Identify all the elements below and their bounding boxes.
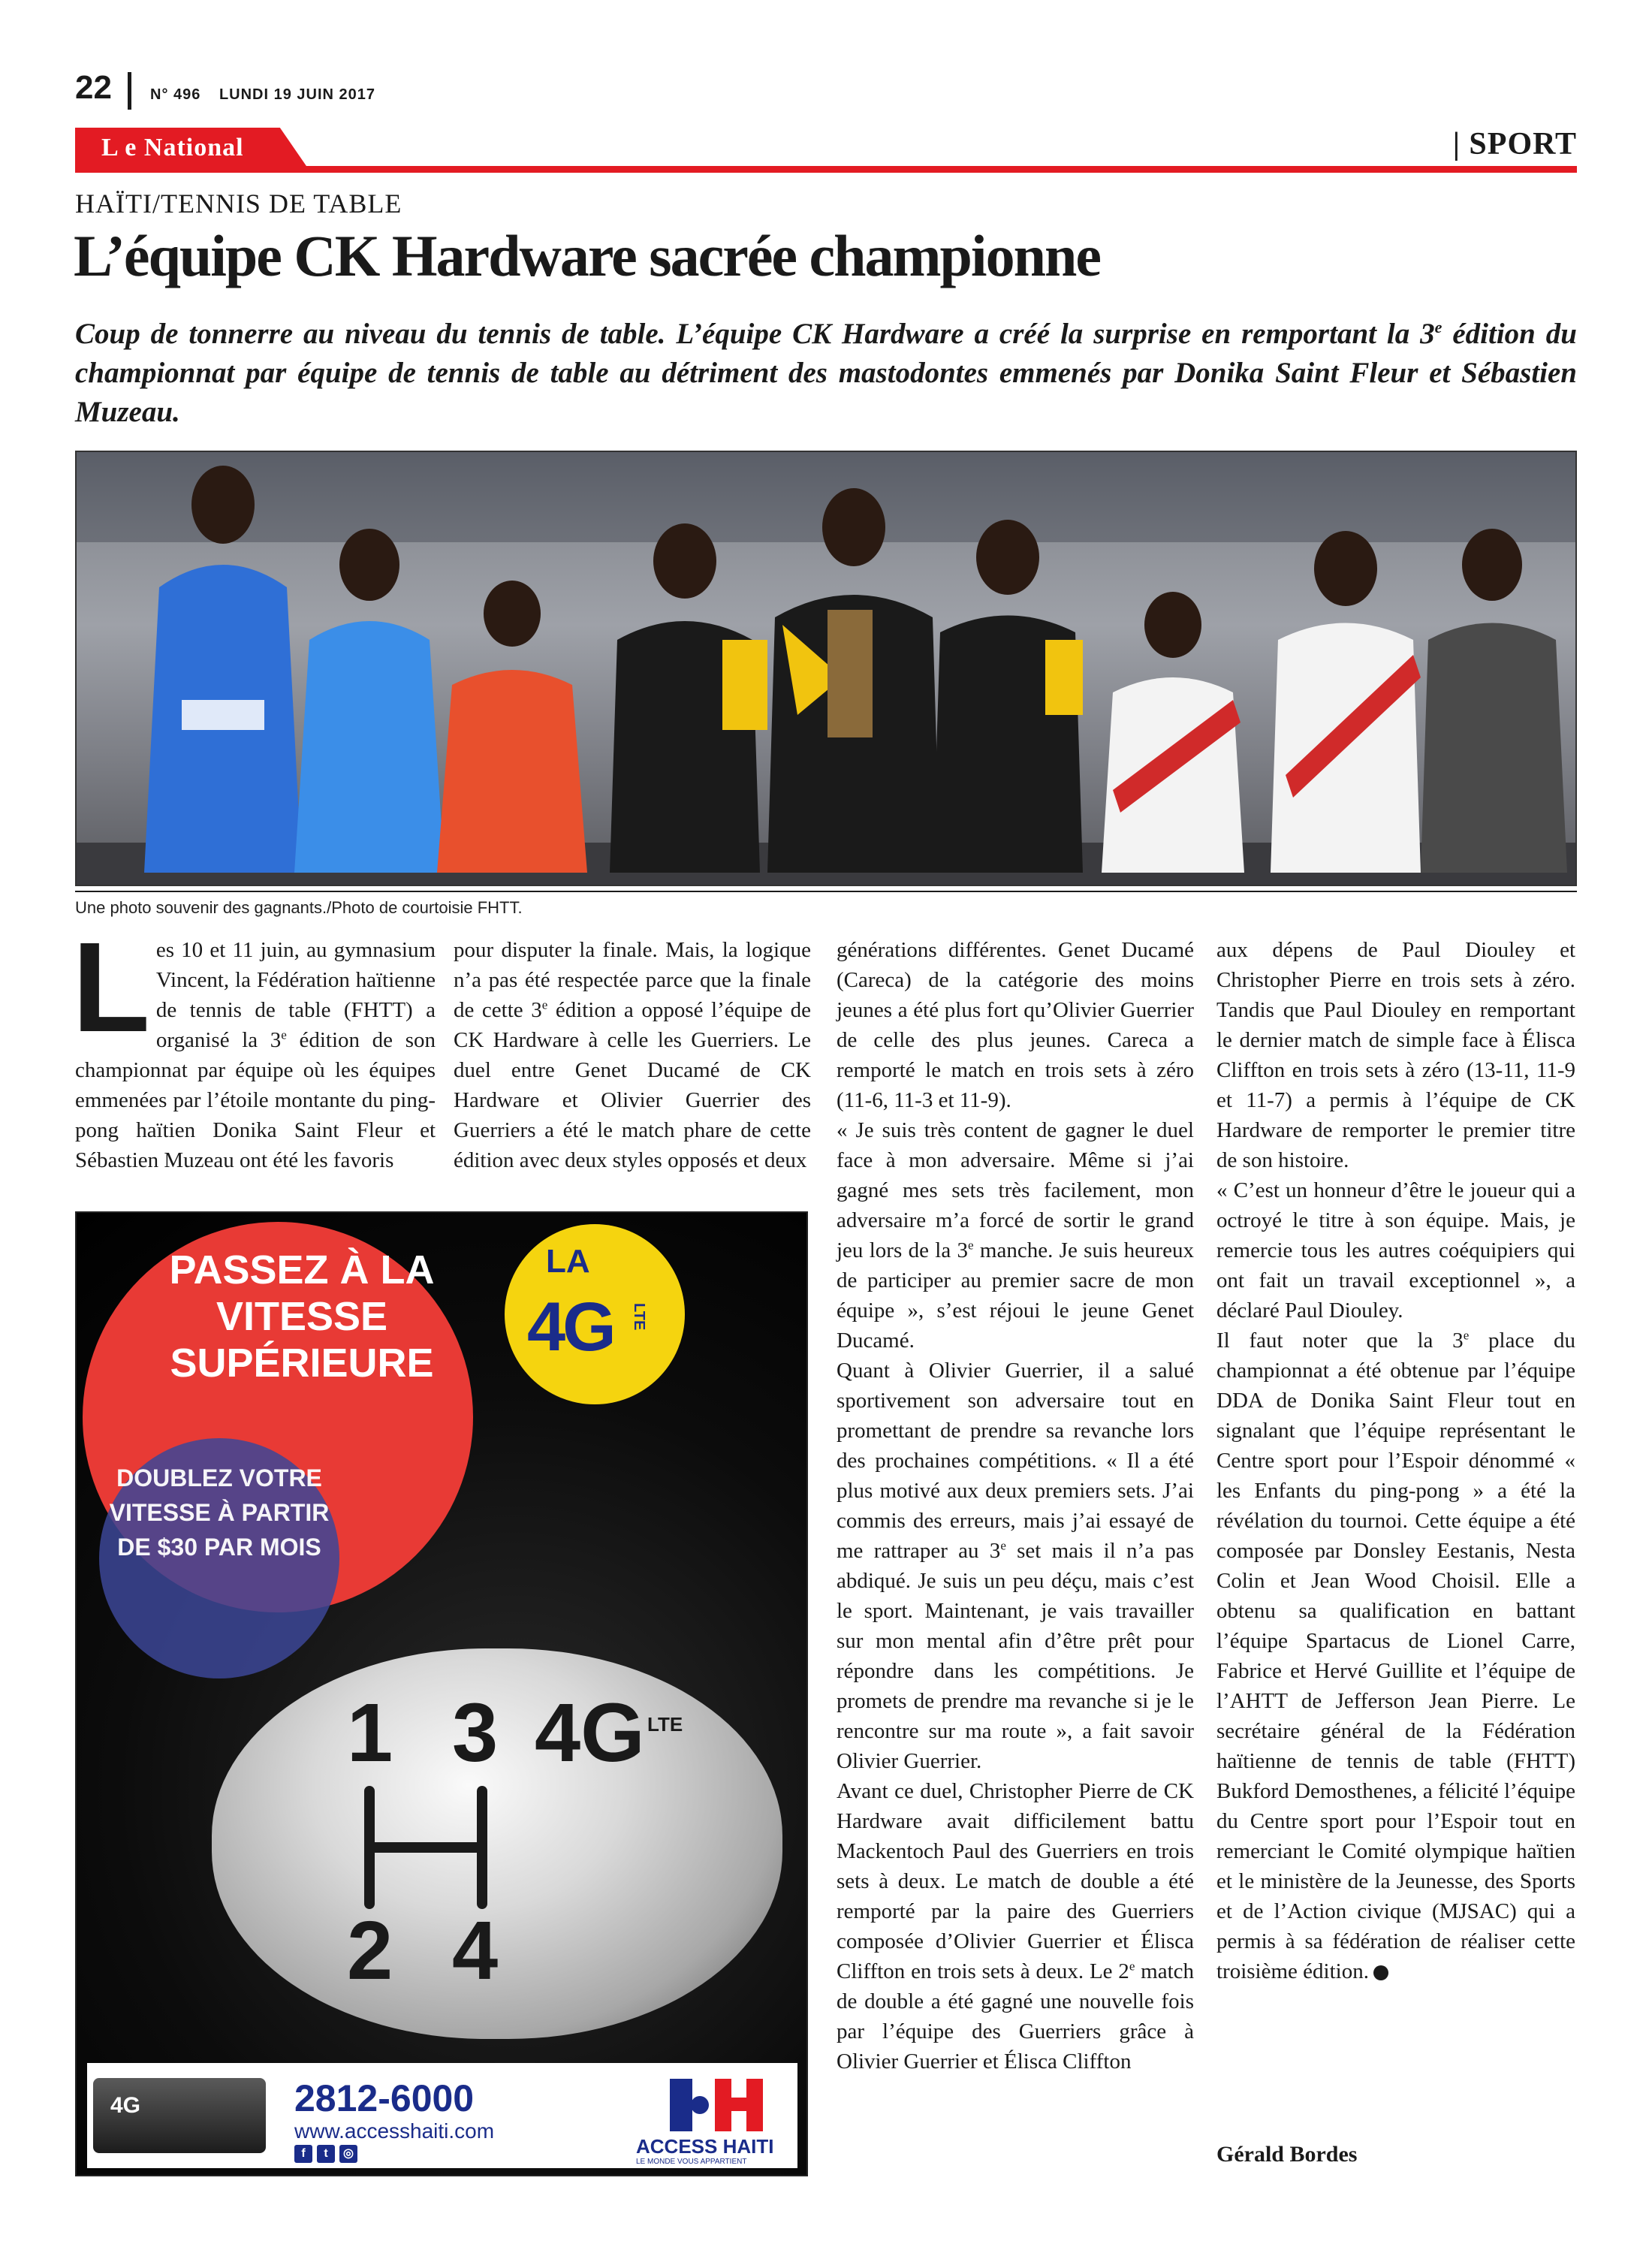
text-run: édition de son championnat par équipe où les équipes emmenées par l’étoile montante du ping-pong haïtien Donika Saint Fleur et Sébastien Muzeau ont été les favoris (75, 1028, 436, 1172)
text-run: édition a opposé l’équipe de CK Hardware à celle les Guerriers. Le duel entre Genet Ducamé de CK Hardware et Olivier Guerrier des Guerriers a été le match phare de cette édition avec deux styles opposés et deux (454, 998, 811, 1172)
social-icons (294, 2145, 357, 2163)
paragraph: « C’est un honneur d’être le joueur qui a octroyé le titre à son équipe. Mais, je remercie tous les autres coéquipiers qui ont fait un travail exceptionnel », a déclaré Paul Diouley. (1216, 1178, 1575, 1323)
ad-headline: PASSEZ À LA VITESSE SUPÉRIEURE (169, 1247, 435, 1386)
superscript: e (1000, 1538, 1006, 1553)
text-run: place du championnat a été obtenue par l’équipe DDA de Donika Saint Fleur tout en signalant que l’équipe représentant le Centre sport pour l’Espoir dénommé « les Enfants du ping-pong » a été la révélation du tournoi. Cette équipe a été composée par Donsley Eestanis, Nesta Colin et Jean Wood Choisil. Elle a obtenu sa qualification en battant l’équipe Spartacus de Lionel Carre, Fabrice et Hervé Guillite et l’équipe de l’AHTT de Jefferson Jean Pierre. Le secrétaire général de la Fédération haïtienne de tennis de table (FHTT) Bukford Demosthenes, a félicité l’équipe du Centre sport pour l’Espoir tout en remerciant le Comité olympique haïtien et le ministère de la Jeunesse, des Sports et de l’Action civique (MJSAC) qui a permis à sa fédération de réaliser cette troisième édition. (1216, 1329, 1576, 1983)
standfirst-text-a: Coup de tonnerre au niveau du tennis de table. L’équipe CK Hardware a créé la surprise en remportant la 3 (75, 318, 1435, 350)
article-column-4 (1216, 935, 1575, 1986)
photo-caption: Une photo souvenir des gagnants./Photo de courtoisie FHTT. (75, 898, 523, 917)
player-2 (294, 529, 445, 873)
player-8 (1271, 531, 1421, 873)
paragraph (454, 935, 811, 1175)
text-run: match de double a été gagné une nouvelle fois par l’équipe des Guerriers grâce à Olivier Guerrier et Élisca Cliffton (837, 1959, 1195, 2074)
text-run: Il faut noter que la 3 (1216, 1329, 1464, 1353)
section-label: | SPORT (1452, 127, 1577, 161)
article-headline: L’équipe CK Hardware sacrée championne (74, 223, 1100, 288)
player-7 (1102, 592, 1244, 873)
end-mark-icon (1373, 1965, 1388, 1980)
text-run: « Je suis très content de gagner le duel face à mon adversaire. Même si j’ai gagné mes sets très facilement, mon adversaire m’a forcé de sortir le grand jeu lors de la 3 (837, 1118, 1194, 1262)
paragraph (837, 1776, 1194, 2077)
knob-4g: 4G (535, 1687, 645, 1779)
player-9 (1421, 529, 1567, 873)
superscript: e (968, 1238, 974, 1253)
superscript: e (281, 1027, 287, 1042)
superscript: e (541, 997, 548, 1012)
superscript: e (1434, 318, 1442, 336)
instagram-icon[interactable]: ◎ (339, 2145, 357, 2163)
ad-phone-number[interactable]: 2812-6000 (294, 2077, 475, 2119)
text-run: set mais il n’a pas abdiqué. Je suis un peu déçu, mais c’est le sport. Maintenant, je vais travailler sur mon mental afin d’être prêt pour répondre dans les compétitions. Je promets de prendre ma revanche si je le rencontre sur ma route », a fait savoir Olivier Guerrier. (837, 1539, 1194, 1773)
gear-shift-pattern-icon (212, 1648, 782, 2039)
knob-gear-2: 2 (347, 1905, 393, 1997)
ad-badge-lte: LTE (631, 1303, 647, 1331)
header-rule (75, 166, 1577, 173)
text-run: pour disputer la finale. Mais, la logique n’a pas été respectée parce que la finale de cette 3 (454, 938, 811, 1022)
article-column-2 (454, 935, 811, 1175)
ad-website-link[interactable]: www.accesshaiti.com (294, 2119, 495, 2143)
player-5 (767, 488, 940, 873)
text-run: Avant ce duel, Christopher Pierre de CK Hardware avait difficilement battu Mackentoch Paul des Guerriers en trois sets à deux. Le match de double a été remporté par la paire des Guerriers composée d’Olivier Guerrier et Élisca Cliffton en trois sets à deux. Le 2 (837, 1779, 1194, 1983)
paragraph: générations différentes. Genet Ducamé (Careca) de la catégorie des moins jeunes a été plus fort qu’Olivier Guerrier de celle des plus jeunes. Careca a remporté le match en trois sets à zéro (11-6, 11-3 et 11-9). (837, 938, 1194, 1112)
dropcap: L (72, 916, 150, 1059)
advertisement[interactable] (75, 1211, 808, 2176)
twitter-icon[interactable]: t (317, 2145, 335, 2163)
article-column-3 (837, 935, 1194, 2077)
team-photo (75, 451, 1577, 886)
superscript: e (1129, 1959, 1135, 1974)
ad-brand-name: ACCESS HAITI (636, 2135, 774, 2158)
ad-badge-la: LA (546, 1243, 590, 1280)
knob-lte: LTE (647, 1713, 683, 1736)
knob-gear-1: 1 (347, 1687, 393, 1779)
superscript: e (1463, 1328, 1470, 1343)
photo-rule (75, 891, 1577, 892)
player-4 (610, 523, 767, 873)
facebook-icon[interactable]: f (294, 2145, 312, 2163)
ad-offer: DOUBLEZ VOTRE VITESSE À PARTIR DE $30 PAR MOIS (109, 1464, 330, 1561)
text-run: es 10 et 11 juin, au gymnasium Vincent, la Fédération haïtienne de tennis de table (FHTT) a organisé la 3 (155, 938, 436, 1052)
paragraph (837, 1356, 1194, 1776)
player-6 (933, 520, 1083, 873)
issue-date: LUNDI 19 JUIN 2017 (219, 86, 376, 103)
article-standfirst (75, 308, 1577, 432)
ad-brand-tagline: LE MONDE VOUS APPARTIENT (636, 2158, 747, 2166)
knob-gear-4: 4 (452, 1905, 499, 1997)
article-kicker: HAÏTI/TENNIS DE TABLE (75, 189, 402, 219)
text-run: manche. Je suis heureux de participer au premier sacre de mon équipe », s’est réjoui le jeune Genet Ducamé. (837, 1238, 1195, 1353)
author-byline: Gérald Bordes (1216, 2142, 1358, 2167)
knob-gear-3: 3 (452, 1687, 499, 1779)
issue-number: N° 496 (150, 86, 201, 103)
issue-line (150, 86, 389, 104)
page-number-divider (128, 72, 131, 110)
newspaper-brand: L e National (101, 134, 244, 161)
article-column-1 (72, 916, 436, 1175)
paragraph (837, 1115, 1194, 1356)
paragraph: aux dépens de Paul Diouley et Christopher Pierre en trois sets à zéro. Tandis que Paul Diouley en remportant le dernier match de simple face à Élisca Cliffton en trois sets à zéro (13-11, 11-9 et 11-7) a permis à l’équipe de CK Hardware de remporter le premier titre de son histoire. (1216, 938, 1575, 1172)
ad-badge-4g: 4G (527, 1289, 613, 1365)
player-3 (437, 581, 587, 873)
paragraph (1216, 1326, 1575, 1986)
router-label: 4G (110, 2093, 141, 2118)
standfirst-text-b: édition du championnat par équipe de tennis de table au détriment des mastodontes emmenés par Donika Saint Fleur et Sébastien Muzeau. (75, 318, 1577, 428)
page-number: 22 (75, 69, 112, 106)
team-photo-illustration (77, 452, 1577, 886)
access-haiti-logo-icon (647, 2075, 775, 2135)
text-run: Quant à Olivier Guerrier, il a salué sportivement son adversaire tout en promettant de prendre sa revanche lors des prochaines compétitions. « Il a été plus motivé aux deux premiers sets. J’ai commis des erreurs, mais j’ai essayé de me rattraper au 3 (837, 1359, 1194, 1563)
